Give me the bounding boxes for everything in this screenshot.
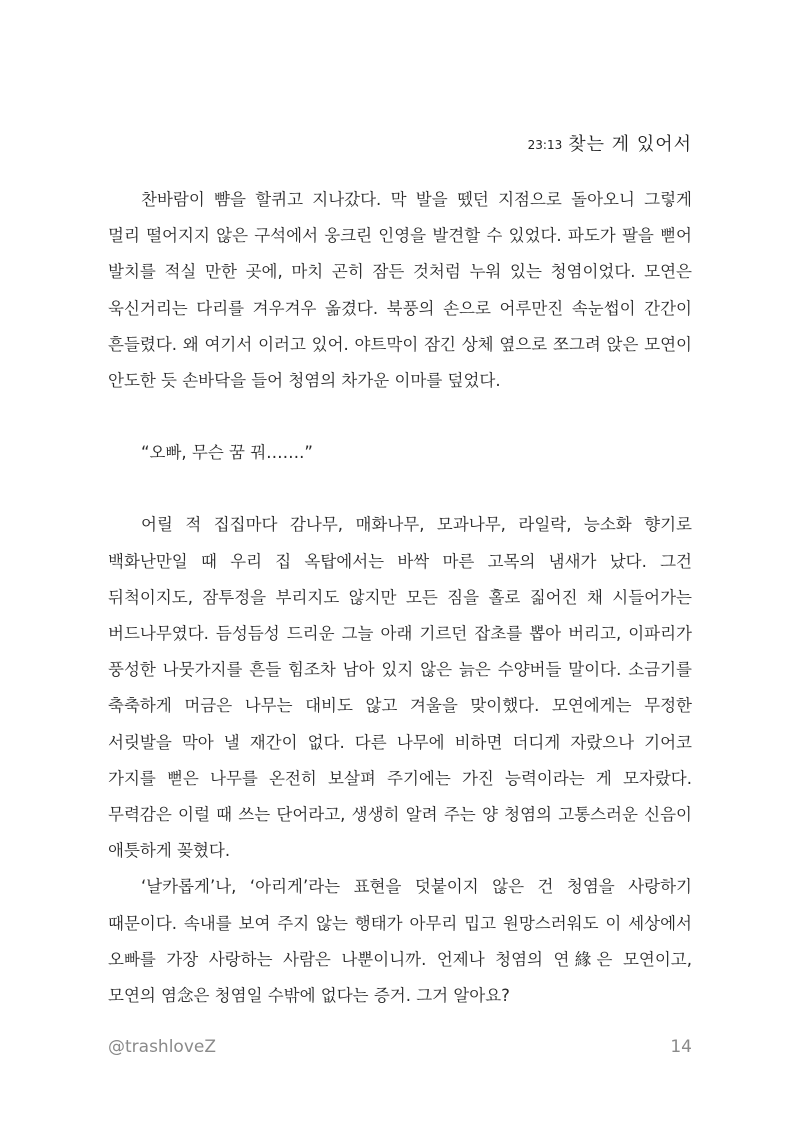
paragraph: ‘날카롭게’나, ‘아리게’라는 표현을 덧붙이지 않은 건 청염을 사랑하기 때문이다. 속내를 보여 주지 않는 행태가 아무리 밉고 원망스러워도 이 세상에서 오빠를 가장 사랑하는 사람은 나뿐이니까. 언제나 청염의 연緣은 모연이고, 모연의 염念은 청염일 수밖에 없다는 증거. 그거 알아요? [108, 877, 692, 1006]
chapter-header [528, 130, 692, 156]
chapter-title: 찾는 게 있어서 [568, 134, 692, 155]
paragraph: 찬바람이 뺨을 할퀴고 지나갔다. 막 발을 뗐던 지점으로 돌아오니 그렇게 멀리 떨어지지 않은 구석에서 웅크린 인영을 발견할 수 있었다. 파도가 팔을 뻗어 발치를 적실 만한 곳에, 마치 곤히 잠든 것처럼 누워 있는 청염이었다. 모연은 욱신거리는 다리를 겨우겨우 옮겼다. 북풍의 손으로 어루만진 속눈썹이 간간이 흔들렸다. 왜 여기서 이러고 있어. 야트막이 잠긴 상체 옆으로 쪼그려 앉은 모연이 안도한 듯 손바닥을 들어 청염의 차가운 이마를 덮었다. [108, 190, 692, 391]
dialogue-line: “오빠, 무슨 꿈 꿔…….” [141, 443, 313, 463]
page-number: 14 [670, 1037, 692, 1057]
body-text [108, 182, 692, 1014]
author-handle: @trashloveZ [108, 1037, 216, 1057]
paragraph: 어릴 적 집집마다 감나무, 매화나무, 모과나무, 라일락, 능소화 향기로 백화난만일 때 우리 집 옥탑에서는 바싹 마른 고목의 냄새가 났다. 그건 뒤척이지도, 잠투정을 부리지도 않지만 모든 짐을 홀로 짊어진 채 시들어가는 버드나무였다. 듬성듬성 드리운 그늘 아래 기르던 잡초를 뽑아 버리고, 이파리가 풍성한 나뭇가지를 흔들 힘조차 남아 있지 않은 늙은 수양버들 말이다. 소금기를 축축하게 머금은 나무는 대비도 않고 겨울을 맞이했다. 모연에게는 무정한 서릿발을 막아 낼 재간이 없다. 다른 나무에 비하면 더디게 자랐으나 기어코 가지를 뻗은 나무를 온전히 보살펴 주기에는 가진 능력이라는 게 모자랐다. 무력감은 이럴 때 쓰는 단어라고, 생생히 알려 주는 양 청염의 고통스러운 신음이 애틋하게 꽂혔다. [108, 515, 692, 861]
chapter-time: 23:13 [527, 138, 563, 152]
